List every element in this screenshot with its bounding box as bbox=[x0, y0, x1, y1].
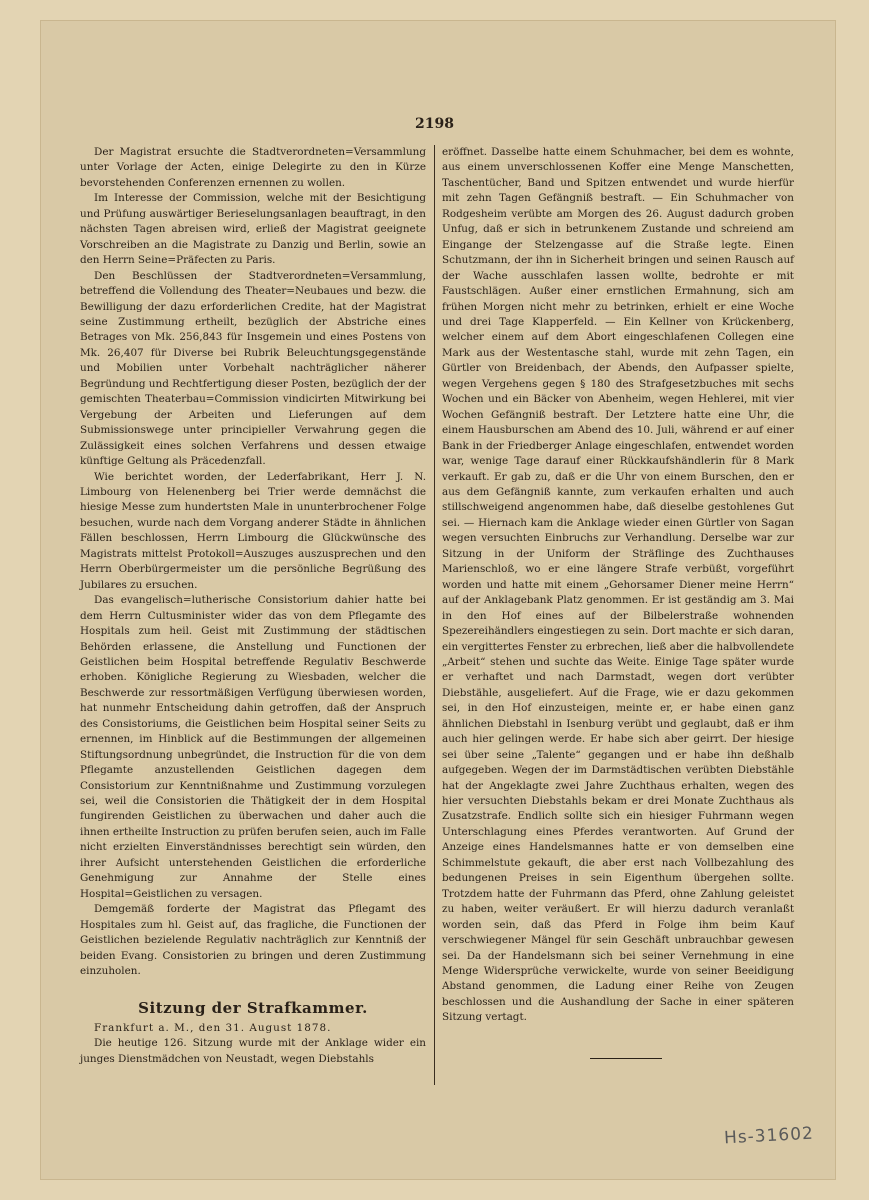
page-number: 2198 bbox=[415, 116, 454, 132]
paragraph-theater: Den Beschlüssen der Stadtverordneten=Versammlung, betreffend die Vollendung des Theater=Neubaues und bezw. die Bewilligung der dazu erforderlichen Credite, hat der Magistrat seine Zustimmung ertheilt, bezüglich der Abstriche eines Betrages von Mk. 256,843 für Insgemein und eines Postens von Mk. 26,407 für Diverse bei Rubrik Beleuchtungsgegenstände und Mobilien unter Vorbehalt nachträglicher näherer Begründung und Rechtfertigung dieser Posten, bezüglich der der gemischten Theaterbau=Commission vindicirten Mitwirkung bei Vergebung der Arbeiten und Lieferungen auf dem Submissionswege unter principieller Verwahrung gegen die Zulässigkeit eines solchen Verfahrens und dessen etwaige künftige Geltung als Präcedenzfall. bbox=[80, 269, 426, 468]
paragraph-magistrat-delegates: Der Magistrat ersuchte die Stadtverordneten=Versammlung unter Vorlage der Acten, einige Delegirte zu den in Kürze bevorstehenden Conferenzen ernennen zu wollen. bbox=[80, 146, 426, 189]
paragraph-consistorium: Das evangelisch=lutherische Consistorium dahier hatte bei dem Herrn Cultusminister wider das von dem Pflegamte des Hospitals zum heil. Geist mit Zustimmung der städtischen Behörden erlassene, die Anstellung und Functionen der Geistlichen beim Hospital betreffende Regulativ Beschwerde erhoben. Königliche Regierung zu Wiesbaden, welcher die Beschwerde zur ressortmäßigen Verfügung überwiesen worden, hat nunmehr Entscheidung dahin getroffen, daß der Anspruch des Consistoriums, die Geistlichen beim Hospital seiner Seits zu ernennen, im Hinblick auf die Bestimmungen der allgemeinen Stiftungsordnung unbegründet, die Instruction für die von dem Pflegamte anzustellenden Geistlichen dagegen dem Consistorium zur Kenntnißnahme und Zustimmung vorzulegen sei, weil die Consistorien die Thätigkeit der in dem Hospital fungirenden Geistlichen zu überwachen und daher auch die ihnen ertheilte Instruction zu prüfen berufen seien, auch im Falle nicht erzielten Einverständnisses berechtigt sein würden, den ihrer Aufsicht unterstehenden Geistlichen die erforderliche Genehmigung zur Annahme der Stelle eines Hospital=Geistlichen zu versagen. bbox=[80, 594, 426, 900]
column-divider bbox=[434, 145, 435, 1085]
paragraph-limbourg: Wie berichtet worden, der Lederfabrikant, Herr J. N. Limbourg von Helenenberg bei Trier werde demnächst die hiesige Messe zum hundertsten Male in ununterbrochener Folge besuchen, wurde nach dem Vorgang anderer Städte in ähnlichen Fällen beschlossen, Herrn Limbourg die Glückwünsche des Magistrats mittelst Protokoll=Auszuges auszusprechen und den Herrn Oberbürgermeister um die persönliche Begrüßung des Jubilares zu ersuchen. bbox=[80, 470, 426, 591]
dateline: Frankfurt a. M., den 31. August 1878. bbox=[94, 1021, 332, 1034]
left-column bbox=[80, 145, 426, 1067]
right-column bbox=[442, 145, 794, 1026]
paragraph-court-report: eröffnet. Dasselbe hatte einem Schuhmacher, bei dem es wohnte, aus einem unverschlossenen Koffer eine Menge Manschetten, Taschentücher, Band und Spitzen entwendet und wurde hierfür mit zehn Tagen Gefängniß bestraft. — Ein Schuhmacher von Rodgesheim verübte am Morgen des 26. August dadurch groben Unfug, daß er sich in betrunkenem Zustande und schreiend am Eingange der Stelzengasse auf die Straße legte. Einen Schutzmann, der ihn in Sicherheit bringen und seinen Rausch auf der Wache ausschlafen lassen wollte, bedrohte er mit Faustschlägen. Außer einer ernstlichen Ermahnung, sich am frühen Morgen nicht mehr zu betrinken, erhielt er eine Woche und drei Tage Klapperfeld. — Ein Kellner von Krückenberg, welcher einem auf dem Abort eingeschlafenen Collegen eine Mark aus der Westentasche stahl, wurde mit zehn Tagen, ein Gürtler von Breidenbach, der Abends, den Aufpasser spielte, wegen Vergehens gegen § 180 des Strafgesetzbuches mit sechs Wochen und ein Bäcker von Abenheim, wegen Hehlerei, mit vier Wochen Gefängniß bestraft. Der Letztere hatte eine Uhr, die einem Hausburschen am Abend des 10. Juli, während er auf einer Bank in der Friedberger Anlage eingeschlafen, entwendet worden war, wenige Tage darauf einer Rückkaufshändlerin für 8 Mark verkauft. Er gab zu, daß er die Uhr von einem Burschen, den er aus dem Gefängniß kannte, zum verkaufen erhalten und auch stillschweigend angenommen habe, daß dieselbe gestohlenes Gut sei. — Hiernach kam die Anklage wieder einen Gürtler von Sagan wegen versuchten Einbruchs zur Verhandlung. Derselbe war zur Sitzung in der Uniform der Sträflinge des Zuchthauses Marienschloß, wo er eine längere Strafe verbüßt, vorgeführt worden und hatte mit einem „Gehorsamer Diener meine Herrn“ auf der Anklagebank Platz genommen. Er ist geständig am 3. Mai in den Hof eines auf der Bilbelerstraße wohnenden Spezereihändlers eingestiegen zu sein. Dort machte er sich daran, ein vergittertes Fenster zu erbrechen, ließ aber die halbvollendete „Arbeit“ stehen und suchte das Weite. Einige Tage später wurde er verhaftet und nach Darmstadt, wegen dort verübter Diebstähle, ausgeliefert. Auf die Frage, wie er dazu gekommen sei, in den Hof einzusteigen, meinte er, er habe einen ganz ähnlichen Diebstahl in Isenburg verübt und geglaubt, daß er ihm auch hier gelingen werde. Er habe sich aber geirrt. Der hiesige sei über seine „Talente“ gegangen und er habe ihn deßhalb aufgegeben. Wegen der im Darmstädtischen verübten Diebstähle hat der Angeklagte zwei Jahre Zuchthaus erhalten, wegen des hier versuchten Diebstahls bekam er drei Monate Zuchthaus als Zusatzstrafe. Endlich sollte sich ein hiesiger Fuhrmann wegen Unterschlagung eines Pferdes verantworten. Auf Grund der Anzeige eines Handelsmannes hatte er von demselben eine Schimmelstute gekauft, die aber erst nach Vollbezahlung des bedungenen Preises in sein Eigenthum übergehen sollte. Trotzdem hatte der Fuhrmann das Pferd, ohne Zahlung geleistet zu haben, weiter veräußert. Er will hierzu dadurch veranlaßt worden sein, daß das Pferd in Folge ihm beim Kauf verschwiegener Mängel für sein Geschäft unbrauchbar gewesen sei. Da der Handelsmann sich bei seiner Vernehmung in eine Menge Widersprüche verwickelte, wurde von seiner Beeidigung Abstand genommen, die Ladung einer Reihe von Zeugen beschlossen und die Aushandlung der Sache in einer späteren Sitzung vertagt. bbox=[442, 146, 794, 1024]
section-heading: Sitzung der Strafkammer. bbox=[138, 999, 368, 1018]
paragraph-pflegamt: Demgemäß forderte der Magistrat das Pflegamt des Hospitales zum hl. Geist auf, das fragliche, die Functionen der Geistlichen bezielende Regulativ nachträglich zur Kenntniß der beiden Evang. Consistorien zu bringen und deren Zustimmung einzuholen. bbox=[80, 903, 426, 978]
paragraph-opening: Die heutige 126. Sitzung wurde mit der Anklage wider ein junges Dienstmädchen von Neustadt, wegen Diebstahls bbox=[80, 1037, 426, 1065]
end-rule bbox=[590, 1058, 662, 1059]
paragraph-commission: Im Interesse der Commission, welche mit der Besichtigung und Prüfung auswärtiger Berieselungsanlagen beauftragt, in den nächsten Tagen abreisen wird, erließ der Magistrat geeignete Vorschreiben an die Magistrate zu Danzig und Berlin, sowie an den Herrn Seine=Präfecten zu Paris. bbox=[80, 192, 426, 267]
archive-mark: Hs-31602 bbox=[723, 1123, 815, 1149]
